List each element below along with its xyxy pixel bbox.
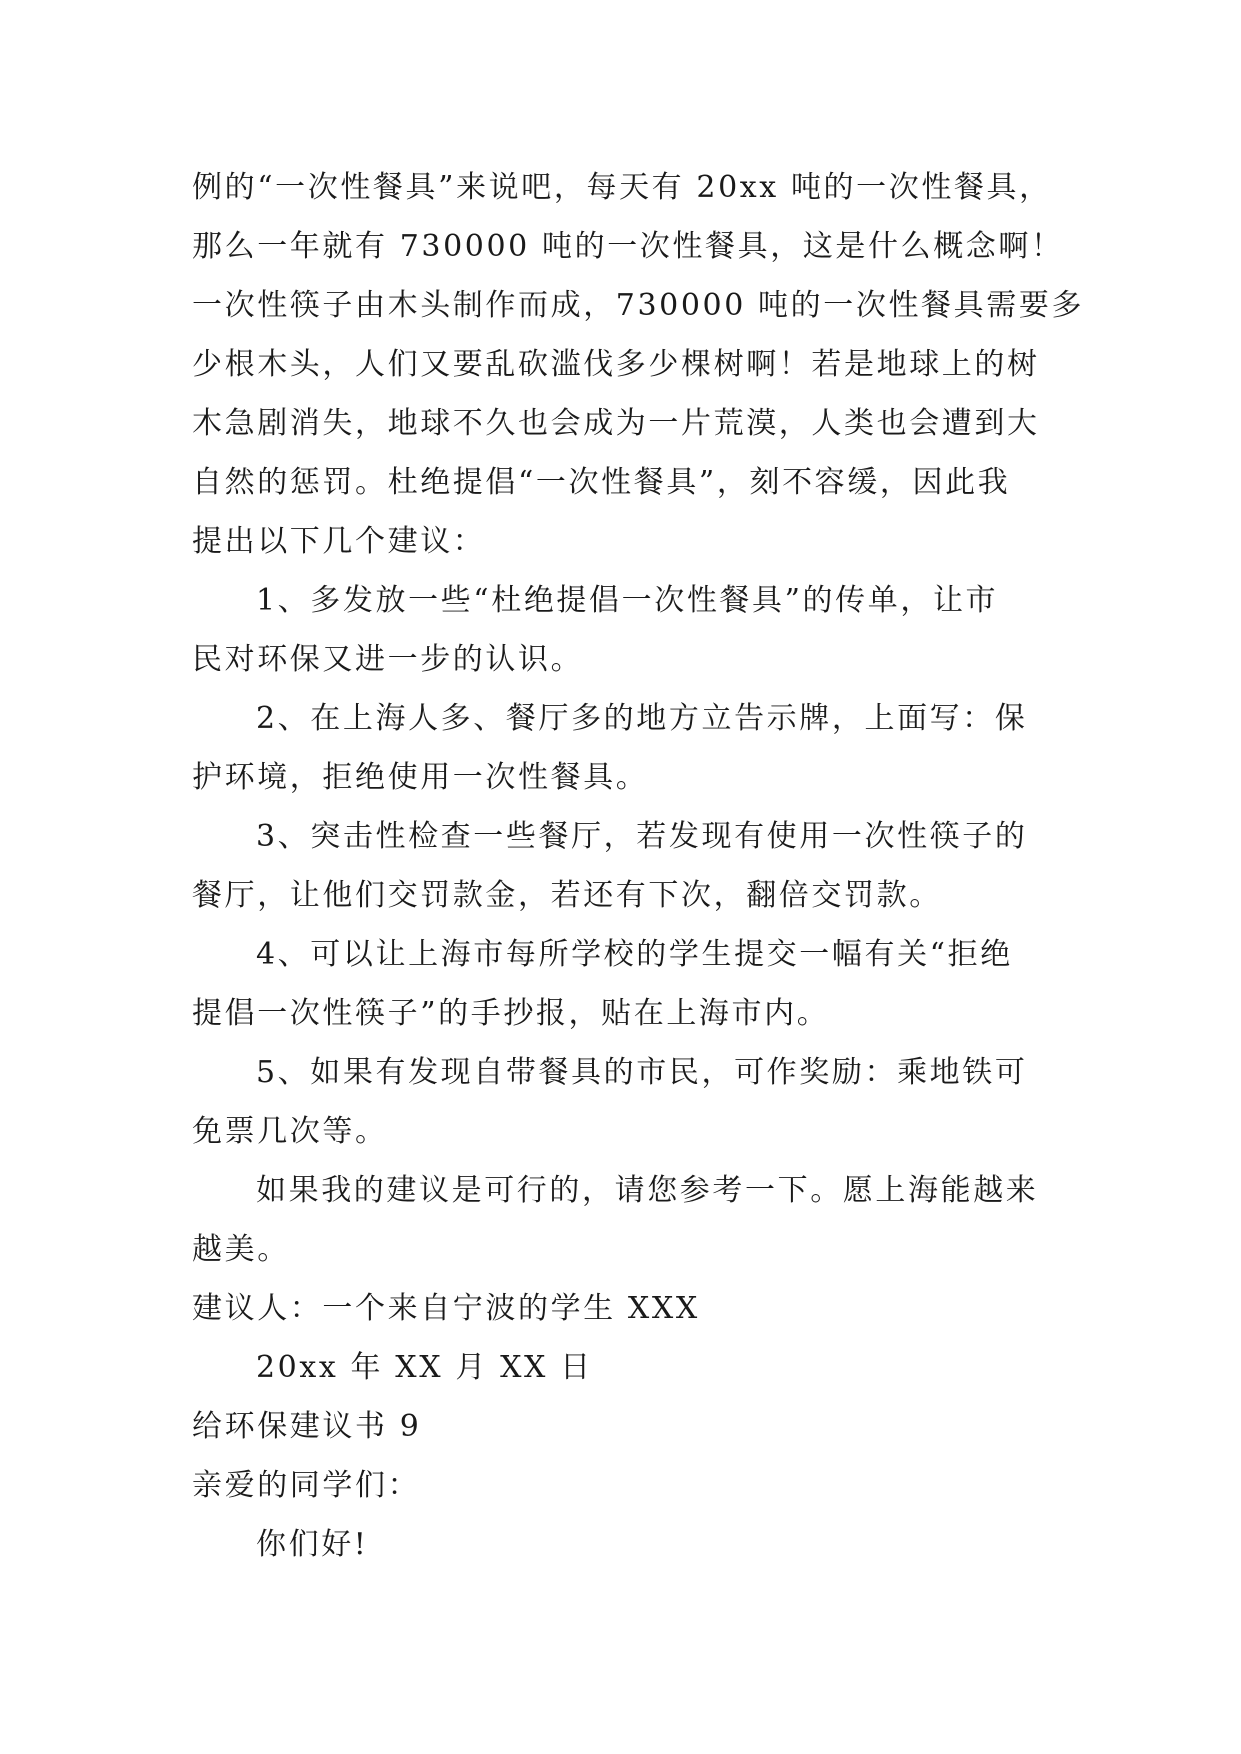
suggestion-4: 4、可以让上海市每所学校的学生提交一幅有关“拒绝	[256, 937, 1013, 972]
salutation: 亲爱的同学们：	[192, 1468, 421, 1503]
text-line: 一次性筷子由木头制作而成，730000 吨的一次性餐具需要多	[192, 288, 1085, 323]
signature-line: 建议人：一个来自宁波的学生 XXX	[192, 1291, 700, 1326]
text-line: 少根木头，人们又要乱砍滥伐多少棵树啊！若是地球上的树	[192, 347, 1040, 382]
document-page	[192, 158, 1085, 1574]
text-line: 木急剧消失，地球不久也会成为一片荒漠，人类也会遭到大	[192, 406, 1040, 441]
section-title: 给环保建议书 9	[192, 1409, 422, 1444]
text-line: 自然的惩罚。杜绝提倡“一次性餐具”，刻不容缓，因此我	[192, 465, 1011, 500]
greeting: 你们好!	[256, 1527, 369, 1562]
text-line: 例的“一次性餐具”来说吧，每天有 20xx 吨的一次性餐具，	[192, 170, 1052, 205]
text-line: 那么一年就有 730000 吨的一次性餐具，这是什么概念啊！	[192, 229, 1064, 264]
text-line: 越美。	[192, 1232, 290, 1267]
suggestion-3: 3、突击性检查一些餐厅，若发现有使用一次性筷子的	[256, 819, 1028, 854]
closing-paragraph: 如果我的建议是可行的，请您参考一下。愿上海能越来	[256, 1173, 1039, 1208]
text-line: 护环境，拒绝使用一次性餐具。	[192, 760, 649, 795]
text-line: 餐厅，让他们交罚款金，若还有下次，翻倍交罚款。	[192, 878, 942, 913]
suggestion-2: 2、在上海人多、餐厅多的地方立告示牌，上面写：保	[256, 701, 1028, 736]
suggestion-5: 5、如果有发现自带餐具的市民，可作奖励：乘地铁可	[256, 1055, 1028, 1090]
text-line: 民对环保又进一步的认识。	[192, 642, 584, 677]
suggestion-1: 1、多发放一些“杜绝提倡一次性餐具”的传单，让市	[256, 583, 999, 618]
text-line: 免票几次等。	[192, 1114, 388, 1149]
text-line: 提倡一次性筷子”的手抄报，贴在上海市内。	[192, 996, 830, 1031]
date-line: 20xx 年 XX 月 XX 日	[256, 1350, 593, 1385]
text-line: 提出以下几个建议：	[192, 524, 486, 559]
